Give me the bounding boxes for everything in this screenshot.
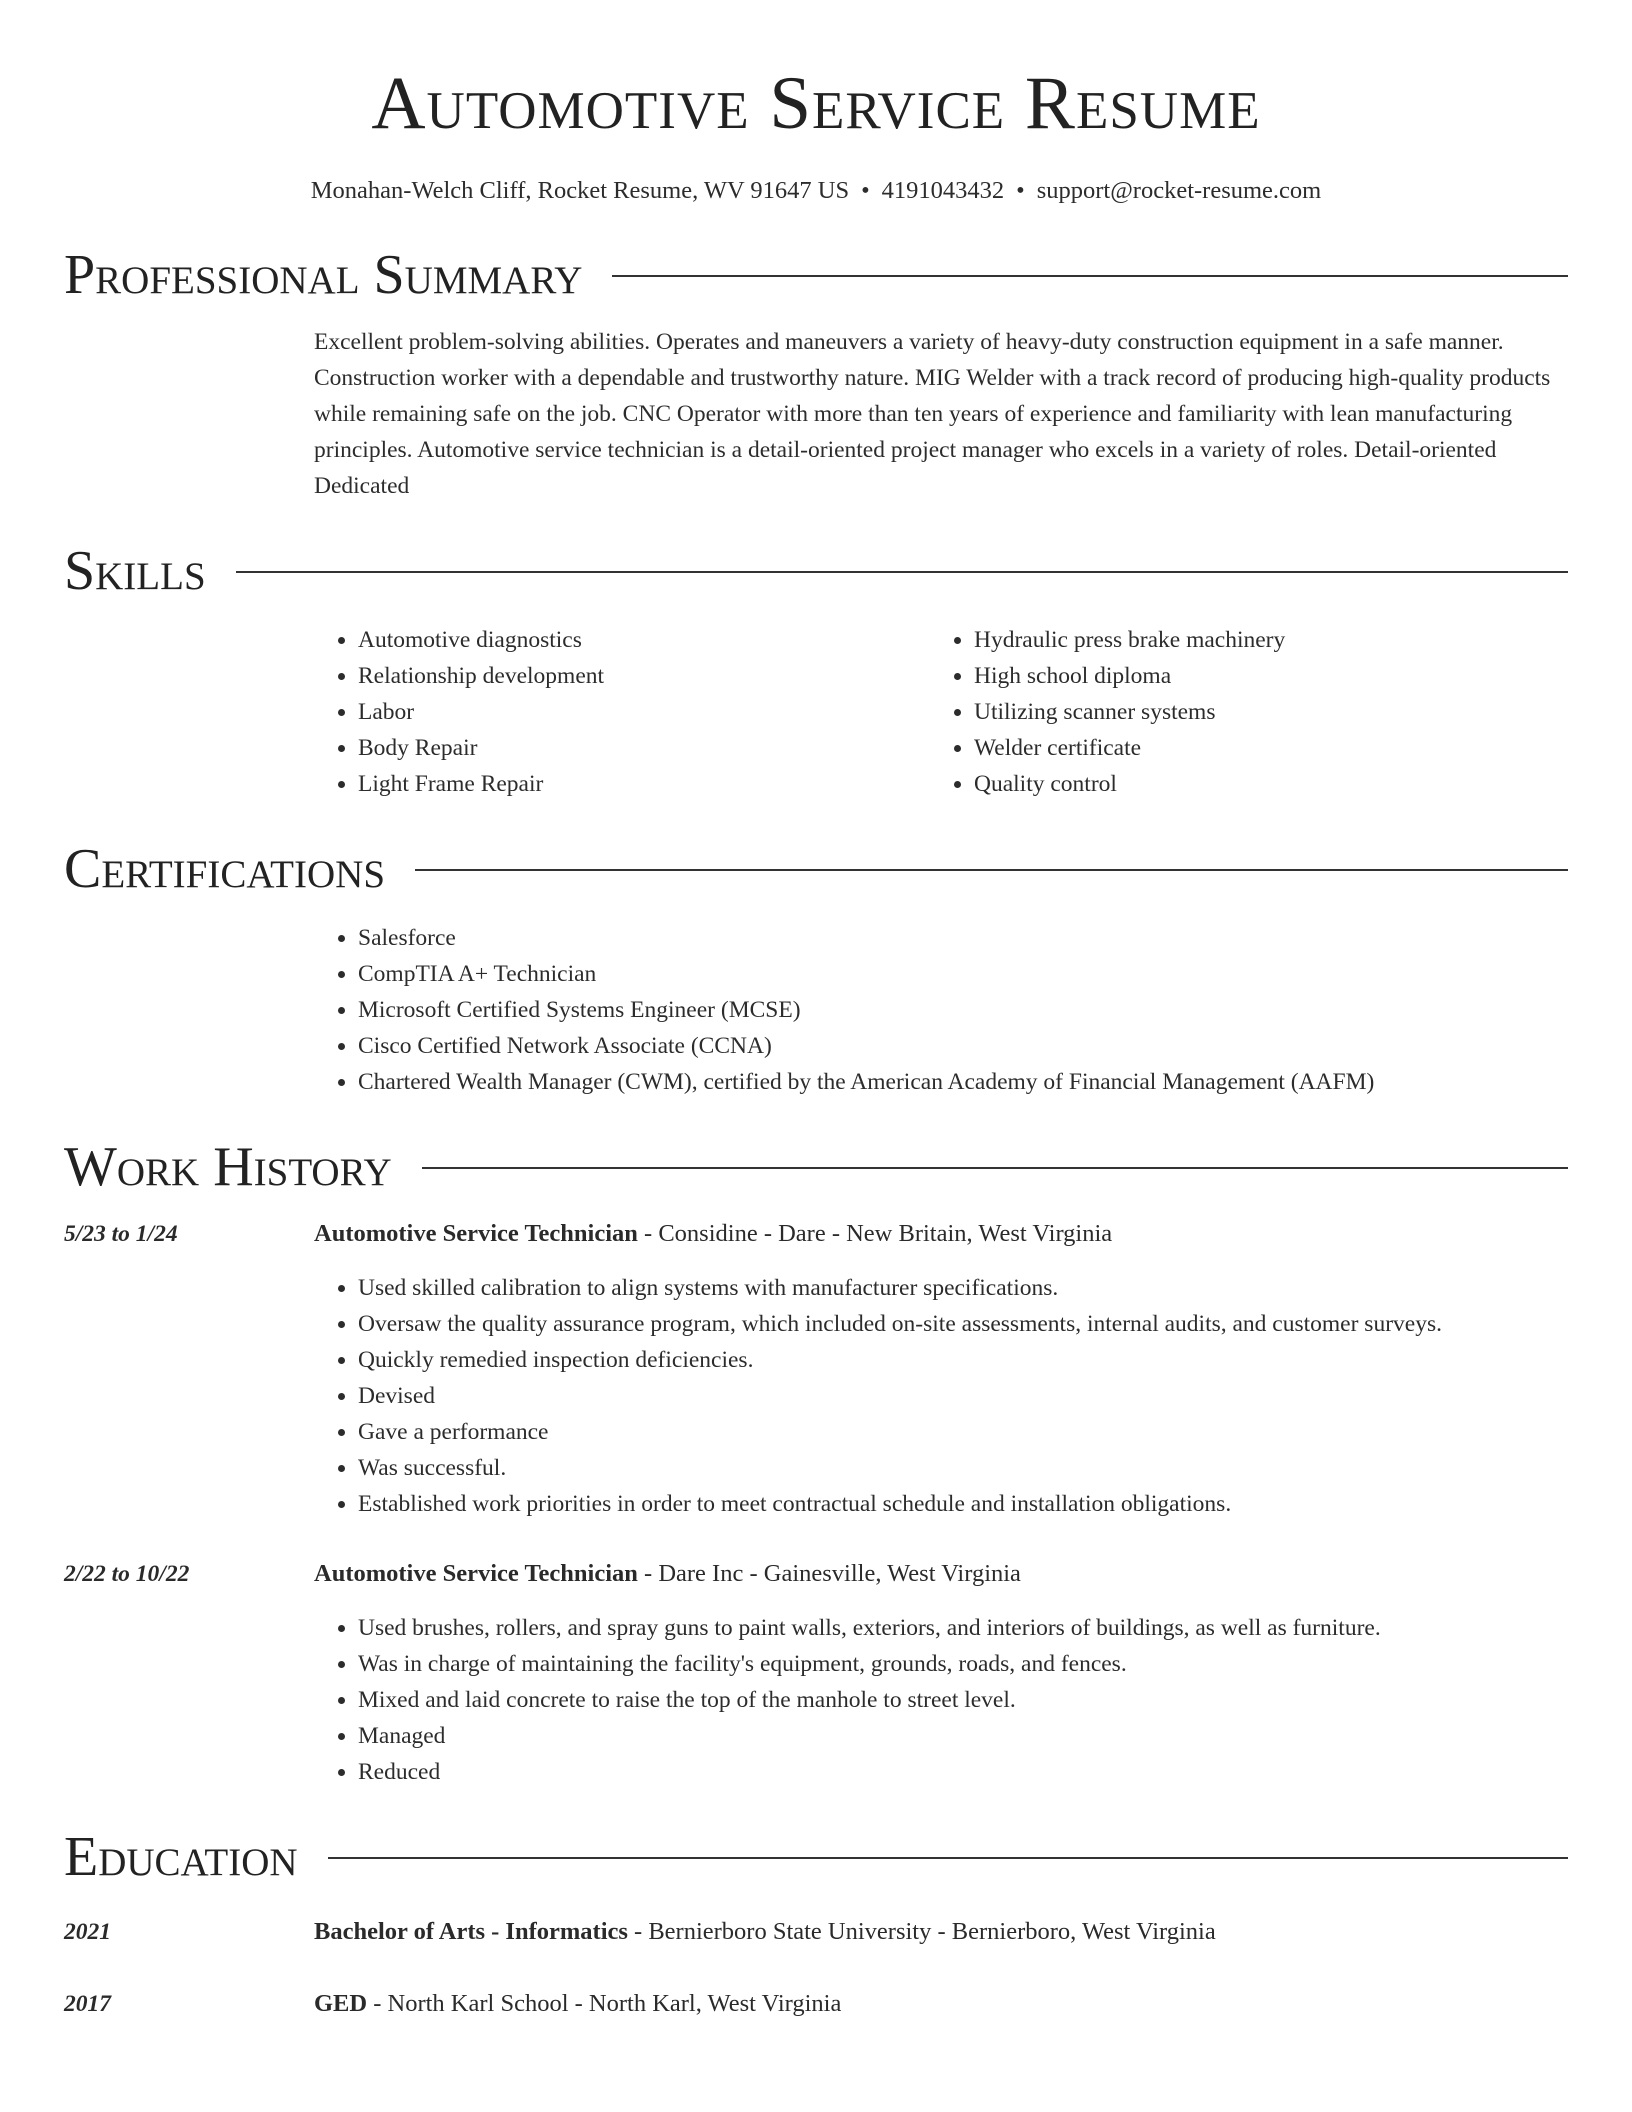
email: support@rocket-resume.com bbox=[1036, 177, 1322, 204]
job-bullets bbox=[314, 1610, 1568, 1790]
education-degree: Bachelor of Arts - Informatics bbox=[314, 1918, 628, 1945]
skill-item: • Body Repair bbox=[358, 730, 930, 766]
job-bullet: • Reduced bbox=[358, 1754, 1568, 1790]
job-bullet: • Used skilled calibration to align systems with manufacturer specifications. bbox=[358, 1270, 1568, 1306]
certification-item: • Chartered Wealth Manager (CWM), certified by the American Academy of Financial Management (AAFM) bbox=[358, 1064, 1568, 1100]
education-year: 2017 bbox=[64, 1991, 111, 2017]
certification-item: • Cisco Certified Network Associate (CCNA) bbox=[358, 1028, 1568, 1064]
education-heading-line bbox=[314, 1914, 1216, 1950]
job-bullet: • Devised bbox=[358, 1378, 1568, 1414]
work-history-section-header bbox=[64, 1136, 1568, 1198]
separator-bullet: • bbox=[861, 177, 870, 204]
certifications-list bbox=[314, 920, 1568, 1100]
skills-list bbox=[314, 622, 1568, 802]
section-divider bbox=[236, 571, 1568, 573]
certifications-heading: Certifications bbox=[64, 838, 386, 900]
summary-heading: Professional Summary bbox=[64, 244, 583, 306]
education-entry bbox=[64, 1914, 1568, 1950]
job-title: Automotive Service Technician bbox=[314, 1220, 638, 1247]
skill-item: • Light Frame Repair bbox=[358, 766, 930, 802]
education-year: 2021 bbox=[64, 1919, 111, 1945]
skill-item: • Utilizing scanner systems bbox=[974, 694, 1546, 730]
job-bullet: • Oversaw the quality assurance program, which included on-site assessments, internal audits, and customer surveys. bbox=[358, 1306, 1568, 1342]
address: Monahan-Welch Cliff, Rocket Resume, WV 91647 US bbox=[310, 177, 850, 204]
job-bullets bbox=[314, 1270, 1568, 1522]
education-details: - Bernierboro State University - Bernierboro, West Virginia bbox=[627, 1918, 1216, 1945]
education-degree: GED bbox=[314, 1990, 368, 2017]
certification-item: • Salesforce bbox=[358, 920, 1568, 956]
section-divider bbox=[328, 1857, 1568, 1859]
education-section-header bbox=[64, 1826, 1568, 1888]
certification-item: • Microsoft Certified Systems Engineer (MCSE) bbox=[358, 992, 1568, 1028]
job-heading bbox=[314, 1216, 1568, 1252]
job-dates: 2/22 to 10/22 bbox=[64, 1561, 190, 1587]
separator-bullet: • bbox=[1016, 177, 1025, 204]
skills-column-left bbox=[314, 622, 930, 802]
summary-text: Excellent problem-solving abilities. Operates and maneuvers a variety of heavy-duty construction equipment in a safe manner. Construction worker with a dependable and trustworthy nature. MIG Welder with a track record of producing high-quality products while remaining safe on the job. CNC Operator with more than ten years of experience and familiarity with lean manufacturing principles. Automotive service technician is a detail-oriented project manager who excels in a variety of roles. Detail-oriented Dedicated bbox=[314, 329, 1551, 499]
education-details: - North Karl School - North Karl, West Virginia bbox=[367, 1990, 842, 2017]
skill-item: • Welder certificate bbox=[974, 730, 1546, 766]
job-bullet: • Managed bbox=[358, 1718, 1568, 1754]
job-bullet: • Quickly remedied inspection deficiencies. bbox=[358, 1342, 1568, 1378]
education-entry bbox=[64, 1986, 1568, 2022]
work-history-heading: Work History bbox=[64, 1136, 392, 1198]
job-bullet: • Gave a performance bbox=[358, 1414, 1568, 1450]
contact-line bbox=[64, 174, 1568, 208]
page-title: Automotive Service Resume bbox=[371, 62, 1261, 145]
section-divider bbox=[422, 1167, 1568, 1169]
skill-item: • Relationship development bbox=[358, 658, 930, 694]
skill-item: • Automotive diagnostics bbox=[358, 622, 930, 658]
skills-column-right bbox=[930, 622, 1546, 802]
job-heading bbox=[314, 1556, 1568, 1592]
skill-item: • Hydraulic press brake machinery bbox=[974, 622, 1546, 658]
skill-item: • Labor bbox=[358, 694, 930, 730]
job-dates: 5/23 to 1/24 bbox=[64, 1221, 178, 1247]
skills-section-header bbox=[64, 540, 1568, 602]
job-bullet: • Mixed and laid concrete to raise the top of the manhole to street level. bbox=[358, 1682, 1568, 1718]
job-bullet: • Was in charge of maintaining the facility's equipment, grounds, roads, and fences. bbox=[358, 1646, 1568, 1682]
summary-section-header bbox=[64, 244, 1568, 306]
certification-item: • CompTIA A+ Technician bbox=[358, 956, 1568, 992]
skill-item: • Quality control bbox=[974, 766, 1546, 802]
job-details: - Dare Inc - Gainesville, West Virginia bbox=[637, 1560, 1021, 1587]
job-entry bbox=[64, 1556, 1568, 1790]
job-entry bbox=[64, 1216, 1568, 1522]
section-divider bbox=[612, 275, 1568, 277]
job-details: - Considine - Dare - New Britain, West Virginia bbox=[637, 1220, 1113, 1247]
job-bullet: • Established work priorities in order to meet contractual schedule and installation obligations. bbox=[358, 1486, 1568, 1522]
job-bullet: • Was successful. bbox=[358, 1450, 1568, 1486]
job-bullet: • Used brushes, rollers, and spray guns to paint walls, exteriors, and interiors of buildings, as well as furniture. bbox=[358, 1610, 1568, 1646]
skill-item: • High school diploma bbox=[974, 658, 1546, 694]
certifications-section-header bbox=[64, 838, 1568, 900]
section-divider bbox=[415, 869, 1568, 871]
education-heading-line bbox=[314, 1986, 841, 2022]
skills-heading: Skills bbox=[64, 540, 206, 602]
phone: 4191043432 bbox=[881, 177, 1005, 204]
education-heading: Education bbox=[64, 1826, 298, 1888]
job-title: Automotive Service Technician bbox=[314, 1560, 638, 1587]
